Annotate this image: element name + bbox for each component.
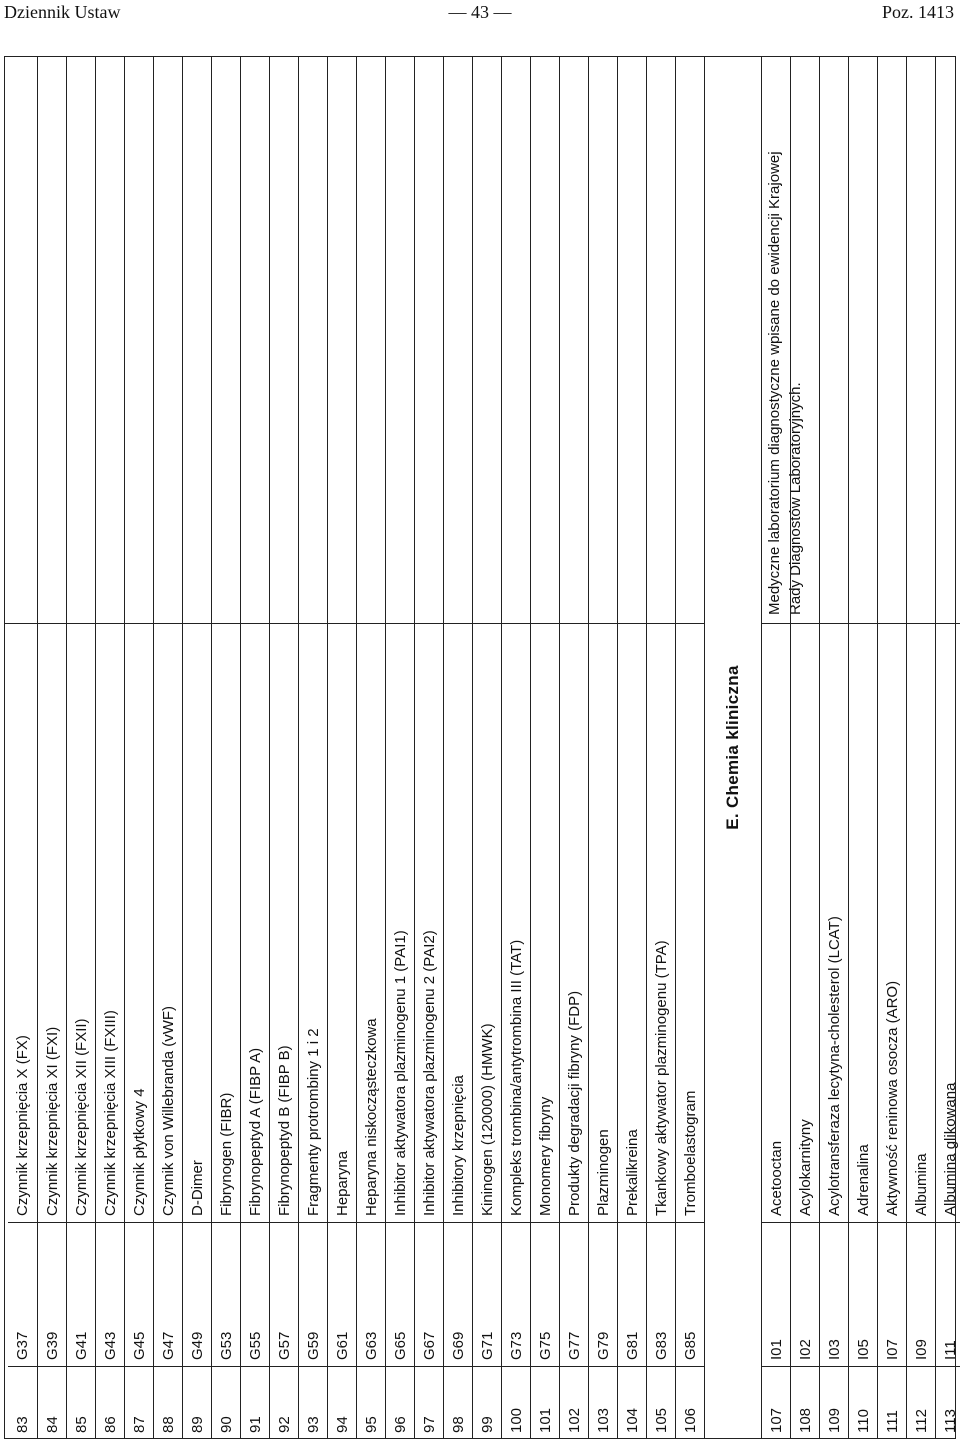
- row-code: G71: [473, 1223, 501, 1367]
- row-code: I07: [878, 1223, 906, 1367]
- row-code: G67: [415, 1223, 443, 1367]
- row-name: Inhibitory krzepnięcia: [444, 624, 472, 1223]
- row-name: Czynnik krzepnięcia XIII (FXIII): [96, 624, 124, 1223]
- row-number: 111: [883, 1410, 901, 1433]
- table-row: [848, 56, 877, 1439]
- row-code: G77: [560, 1223, 588, 1367]
- row-name: Czynnik płytkowy 4: [125, 624, 153, 1223]
- row-code: G41: [67, 1223, 95, 1367]
- row-code: G65: [386, 1223, 414, 1367]
- table-row: [906, 56, 935, 1439]
- row-number: 90: [217, 1416, 235, 1433]
- row-code: G55: [241, 1223, 269, 1367]
- row-number: 102: [565, 1407, 583, 1433]
- row-name: Heparyna niskocząsteczkowa: [357, 624, 385, 1223]
- row-number: 83: [14, 1416, 31, 1433]
- row-number: 86: [101, 1416, 119, 1433]
- page-number: — 43 —: [448, 2, 512, 22]
- row-code: G49: [183, 1223, 211, 1367]
- row-name: Czynnik krzepnięcia XII (FXII): [67, 624, 95, 1223]
- row-number: 98: [449, 1416, 467, 1433]
- row-name: Fibrynogen (FIBR): [212, 624, 240, 1223]
- row-code: G39: [38, 1223, 66, 1367]
- row-name: Fibrynopeptyd B (FIBP B): [270, 624, 298, 1223]
- journal-title: Dziennik Ustaw: [4, 2, 121, 22]
- row-name: Plazminogen: [589, 624, 617, 1223]
- row-number: 103: [594, 1407, 612, 1433]
- row-name: Acylokarnityny: [791, 624, 819, 1223]
- row-code: G85: [676, 1223, 704, 1367]
- row-name: Czynnik krzepnięcia XI (FXI): [38, 624, 66, 1223]
- row-number: 87: [130, 1416, 148, 1433]
- section-header: [704, 56, 761, 1439]
- table-row: [790, 56, 819, 1439]
- row-name: Acylotransferaza lecytyna-cholesterol (LCAT): [820, 624, 848, 1223]
- row-code: G53: [212, 1223, 240, 1367]
- row-name: Tromboelastogram: [676, 624, 704, 1223]
- row-number: 93: [304, 1416, 322, 1433]
- row-number: 113: [941, 1409, 959, 1433]
- row-name: Acetooctan: [762, 624, 790, 1223]
- row-code: G75: [531, 1223, 559, 1367]
- row-number: 88: [159, 1416, 177, 1433]
- row-name: Czynnik krzepnięcia X (FX): [8, 624, 37, 1223]
- row-number: 89: [188, 1416, 206, 1433]
- row-number: 96: [391, 1416, 409, 1433]
- row-number: 101: [536, 1407, 554, 1433]
- row-name: Adrenalina: [849, 624, 877, 1223]
- row-name: Albumina glikowana: [936, 624, 960, 1223]
- row-number: 112: [912, 1409, 930, 1433]
- row-name: Prekalikreina: [618, 624, 646, 1223]
- row-name: Inhibitor aktywatora plazminogenu 2 (PAI2): [415, 624, 443, 1223]
- table-row: [761, 56, 790, 1439]
- row-number: 105: [652, 1407, 670, 1433]
- row-code: I03: [820, 1223, 848, 1367]
- table-row: [877, 56, 906, 1439]
- rotated-table: [4, 56, 959, 1439]
- row-number: 91: [246, 1416, 264, 1433]
- row-name: D-Dimer: [183, 624, 211, 1223]
- row-number: 100: [507, 1407, 525, 1433]
- row-code: G73: [502, 1223, 530, 1367]
- row-number: 104: [623, 1407, 641, 1433]
- row-code: G83: [647, 1223, 675, 1367]
- table-row: [935, 56, 960, 1439]
- row-name: Fibrynopeptyd A (FIBP A): [241, 624, 269, 1223]
- row-code: G61: [328, 1223, 356, 1367]
- row-code: I05: [849, 1223, 877, 1367]
- row-number: 110: [854, 1409, 872, 1433]
- row-name: Inhibitor aktywatora plazminogenu 1 (PAI1): [386, 624, 414, 1223]
- row-code: I11: [936, 1223, 960, 1367]
- note-line-1: Medyczne laboratorium diagnostyczne wpisane do ewidencji Krajowej: [766, 151, 783, 615]
- row-code: I09: [907, 1223, 935, 1367]
- row-code: G59: [299, 1223, 327, 1367]
- row-number: 92: [275, 1416, 293, 1433]
- row-code: G43: [96, 1223, 124, 1367]
- row-code: I02: [791, 1223, 819, 1367]
- row-number: 106: [681, 1407, 699, 1433]
- table-row: [819, 56, 848, 1439]
- empty-note-cell: [4, 56, 704, 624]
- row-code: G81: [618, 1223, 646, 1367]
- section-title: E. Chemia kliniczna: [723, 665, 742, 830]
- row-number: 108: [796, 1407, 814, 1433]
- row-code: G45: [125, 1223, 153, 1367]
- row-name: Tkankowy aktywator plazminogenu (TPA): [647, 624, 675, 1223]
- row-code: G57: [270, 1223, 298, 1367]
- row-name: Kompleks trombina/antytrombina III (TAT): [502, 624, 530, 1223]
- row-number: 94: [333, 1416, 351, 1433]
- row-name: Monomery fibryny: [531, 624, 559, 1223]
- row-number: 84: [43, 1416, 61, 1433]
- row-number: 97: [420, 1416, 438, 1433]
- row-number: 99: [478, 1416, 496, 1433]
- row-name: Fragmenty protrombiny 1 i 2: [299, 624, 327, 1223]
- row-code: G63: [357, 1223, 385, 1367]
- row-name: Produkty degradacji fibryny (FDP): [560, 624, 588, 1223]
- row-name: Heparyna: [328, 624, 356, 1223]
- row-code: G37: [8, 1223, 37, 1367]
- row-code: G79: [589, 1223, 617, 1367]
- row-code: G69: [444, 1223, 472, 1367]
- row-name: Czynnik von Willebranda (vWF): [154, 624, 182, 1223]
- row-code: G47: [154, 1223, 182, 1367]
- row-number: 107: [767, 1407, 785, 1433]
- note-line-2: Rady Diagnostów Laboratoryjnych.: [787, 382, 804, 615]
- row-name: Aktywność reninowa osocza (ARO): [878, 624, 906, 1223]
- row-code: I01: [762, 1223, 790, 1367]
- position-number: Poz. 1413: [882, 2, 954, 22]
- row-name: Kininogen (120000) (HMWK): [473, 624, 501, 1223]
- row-number: 95: [362, 1416, 380, 1433]
- row-number: 109: [825, 1407, 843, 1433]
- row-number: 85: [72, 1416, 90, 1433]
- row-name: Albumina: [907, 624, 935, 1223]
